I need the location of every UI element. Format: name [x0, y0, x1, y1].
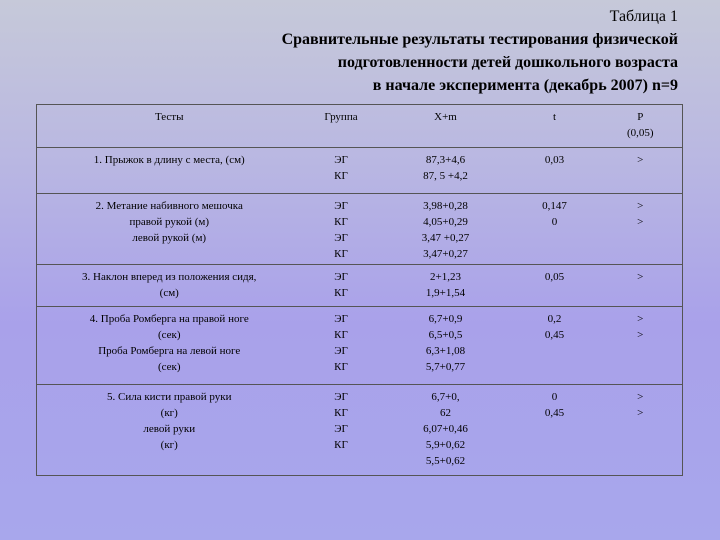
test-name-line: Проба Ромберга на левой ноге	[98, 345, 241, 358]
p-value-line: >	[637, 329, 644, 342]
test-name-line: 4. Проба Ромберга на правой ноге	[89, 313, 249, 326]
table-row	[37, 147, 683, 194]
t-value-cell	[511, 264, 599, 307]
header-p-label: P	[637, 111, 644, 123]
group-line: ЭГ	[334, 345, 348, 358]
group-line: ЭГ	[334, 232, 348, 245]
mean-value-line: 3,47+0,27	[423, 248, 468, 261]
table-caption	[282, 6, 678, 97]
test-name-line: (сек)	[157, 361, 181, 374]
mean-value-line: 3,98+0,28	[423, 200, 468, 213]
mean-value-cell	[381, 194, 511, 264]
table-header-row	[37, 105, 683, 148]
t-value-cell	[511, 307, 599, 384]
test-name-line: (см)	[159, 286, 179, 299]
group-line: ЭГ	[334, 422, 348, 435]
t-value-line: 0,147	[542, 200, 567, 213]
group-cell	[302, 147, 381, 194]
p-value-line: >	[637, 390, 644, 403]
table-body	[37, 147, 683, 475]
table-row	[37, 194, 683, 264]
test-name-line: 2. Метание набивного мешочка	[95, 200, 243, 213]
table-row	[37, 264, 683, 307]
mean-value-line: 6,07+0,46	[423, 422, 468, 435]
p-value-cell	[599, 194, 683, 264]
header-tests: Тесты	[37, 105, 302, 148]
table-row	[37, 384, 683, 476]
t-value-line: 0,45	[544, 329, 565, 342]
mean-value-line: 87,3+4,6	[425, 153, 466, 166]
group-line: КГ	[334, 248, 348, 261]
p-value-line: >	[637, 406, 644, 419]
t-value-line: 0,2	[547, 313, 562, 326]
group-line: КГ	[334, 286, 348, 299]
mean-value-line: 6,5+0,5	[428, 329, 463, 342]
mean-value-line: 6,7+0,	[431, 390, 460, 403]
mean-value-line: 5,7+0,77	[425, 361, 466, 374]
group-line: КГ	[334, 438, 348, 451]
test-name-line: (сек)	[157, 329, 181, 342]
group-line: ЭГ	[334, 200, 348, 213]
t-value-cell	[511, 147, 599, 194]
t-value-cell	[511, 194, 599, 264]
test-name-cell	[37, 264, 302, 307]
mean-value-line: 4,05+0,29	[423, 216, 468, 229]
mean-value-line: 87, 5 +4,2	[423, 169, 468, 182]
group-line: ЭГ	[334, 390, 348, 403]
mean-value-cell	[381, 384, 511, 476]
mean-value-cell	[381, 147, 511, 194]
p-value-line: >	[637, 216, 644, 229]
p-value-line: >	[637, 270, 644, 283]
t-value-line: 0	[551, 216, 558, 229]
test-name-cell	[37, 307, 302, 384]
test-name-cell	[37, 147, 302, 194]
table-title-line-2: подготовленности детей дошкольного возраста	[337, 54, 678, 71]
p-value-cell	[599, 384, 683, 476]
p-value-cell	[599, 307, 683, 384]
p-value-line: >	[637, 313, 644, 326]
header-group: Группа	[302, 105, 381, 148]
header-p-level: (0,05)	[626, 127, 654, 139]
t-value-line: 0,05	[544, 270, 565, 283]
group-line: КГ	[334, 329, 348, 342]
mean-value-line: 2+1,23	[430, 270, 461, 283]
test-name-line: 5. Сила кисти правой руки	[106, 390, 232, 403]
table-row	[37, 307, 683, 384]
test-name-line: 3. Наклон вперед из положения сидя,	[82, 270, 257, 283]
group-line: КГ	[334, 216, 348, 229]
mean-value-line: 1,9+1,54	[425, 286, 466, 299]
t-value-line: 0	[551, 390, 558, 403]
results-table-container	[36, 104, 682, 476]
p-value-cell	[599, 147, 683, 194]
mean-value-cell	[381, 307, 511, 384]
t-value-line: 0,45	[544, 406, 565, 419]
group-line: ЭГ	[334, 153, 348, 166]
group-line: ЭГ	[334, 313, 348, 326]
results-table	[36, 104, 683, 476]
test-name-line: левой руки	[143, 422, 196, 435]
test-name-line: 1. Прыжок в длину с места, (см)	[93, 153, 245, 166]
mean-value-line: 5,5+0,62	[425, 454, 466, 467]
table-title-line-1: Сравнительные результаты тестирования физической	[281, 31, 678, 48]
group-line: ЭГ	[334, 270, 348, 283]
test-name-cell	[37, 194, 302, 264]
group-line: КГ	[334, 361, 348, 374]
group-cell	[302, 307, 381, 384]
mean-value-line: 3,47 +0,27	[421, 232, 470, 245]
header-p	[599, 105, 683, 148]
mean-value-line: 6,7+0,9	[428, 313, 463, 326]
table-number: Таблица 1	[609, 8, 678, 25]
group-line: КГ	[334, 169, 348, 182]
group-cell	[302, 194, 381, 264]
group-cell	[302, 264, 381, 307]
mean-value-line: 62	[440, 406, 451, 419]
table-title-line-3: в начале эксперимента (декабрь 2007) n=9	[372, 77, 678, 94]
t-value-cell	[511, 384, 599, 476]
p-value-cell	[599, 264, 683, 307]
mean-value-cell	[381, 264, 511, 307]
test-name-line: левой рукой (м)	[132, 232, 207, 245]
p-value-line: >	[637, 153, 644, 166]
group-line: КГ	[334, 406, 348, 419]
test-name-line: (кг)	[160, 406, 178, 419]
mean-value-line: 6,3+1,08	[425, 345, 466, 358]
test-name-cell	[37, 384, 302, 476]
p-value-line: >	[637, 200, 644, 213]
group-cell	[302, 384, 381, 476]
header-xm: X+m	[381, 105, 511, 148]
header-t: t	[511, 105, 599, 148]
test-name-line: (кг)	[160, 438, 178, 451]
mean-value-line: 5,9+0,62	[425, 438, 466, 451]
test-name-line: правой рукой (м)	[129, 216, 210, 229]
t-value-line: 0,03	[544, 153, 565, 166]
